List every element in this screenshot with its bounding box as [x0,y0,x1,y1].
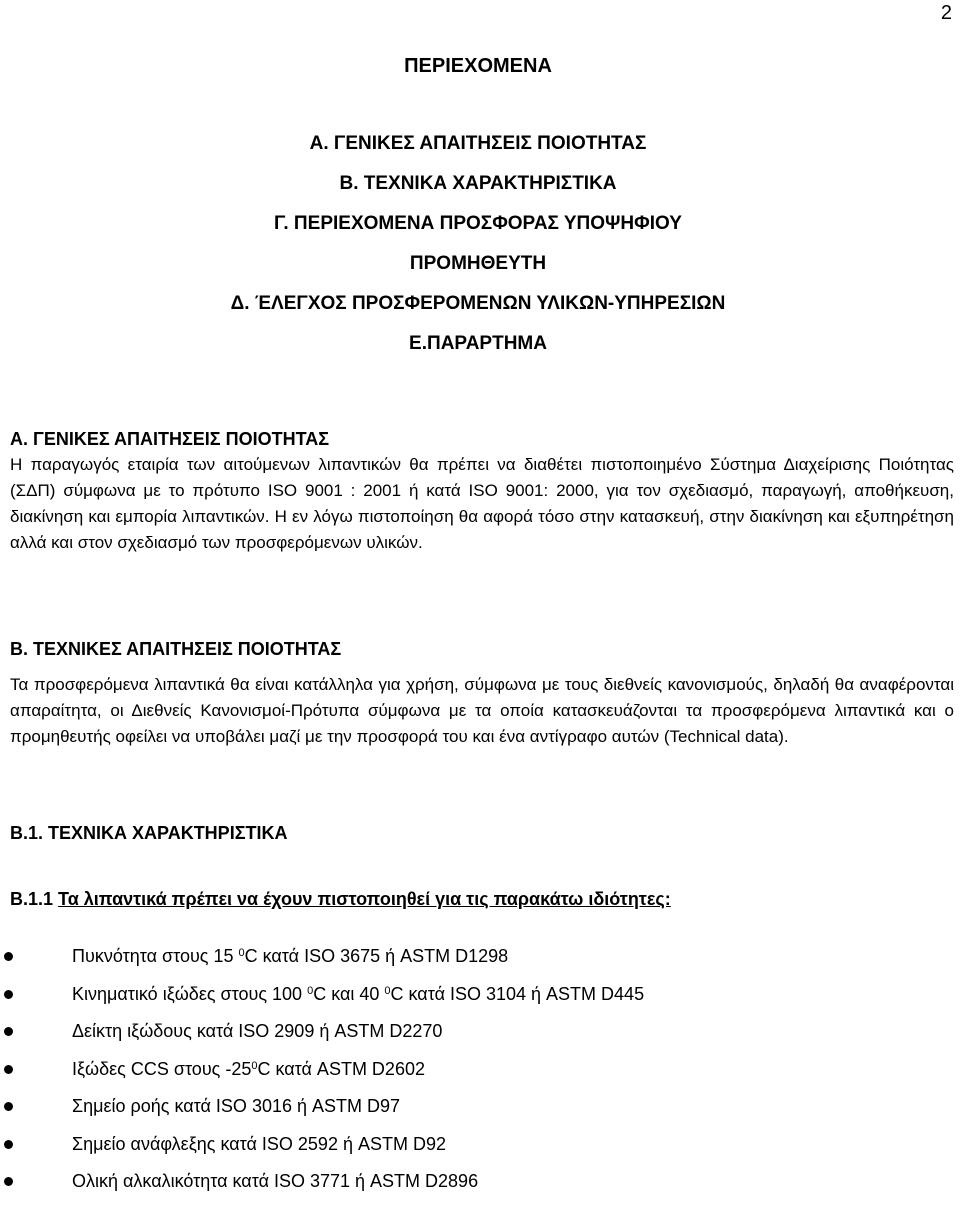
toc-item: Δ. ΈΛΕΓΧΟΣ ΠΡΟΣΦΕΡΟΜΕΝΩΝ ΥΛΙΚΩΝ-ΥΠΗΡΕΣΙΩΝ [230,293,726,314]
bullet-icon [4,1102,13,1111]
toc-item: ΠΡΟΜΗΘΕΥΤΗ [409,253,547,274]
toc-item: Ε.ΠΑΡΑΡΤΗΜΑ [409,333,547,354]
bullet-icon [4,990,13,999]
section-b11-title: Τα λιπαντικά πρέπει να έχουν πιστοποιηθεί για τις παρακάτω ιδιότητες: [58,889,671,909]
list-item: Σημείο ροής κατά ISO 3016 ή ASTM D97 [0,1093,940,1131]
section-a-heading: Α. ΓΕΝΙΚΕΣ ΑΠΑΙΤΗΣΕΙΣ ΠΟΙΟΤΗΤΑΣ [10,429,330,449]
section-b-text: Τα προσφερόμενα λιπαντικά θα είναι κατάλληλα για χρήση, σύμφωνα με τους διεθνείς κανονισμούς, δηλαδή θα αναφέρονται απαραίτητα, οι Διεθνείς Κανονισμοί-Πρότυπα σύμφωνα με τα οποία κατασκευάζονται τα προσφερόμενα λιπαντικά και ο προμηθευτής οφείλει να υποβάλει μαζί με την προσφορά του και ένα αντίγραφο αυτών (Technical data). [10,675,954,746]
section-b-heading: Β. ΤΕΧΝΙΚΕΣ ΑΠΑΙΤΗΣΕΙΣ ΠΟΙΟΤΗΤΑΣ [10,639,342,659]
bullet-icon [4,1065,13,1074]
section-b11 [10,886,954,912]
toc-item: Β. ΤΕΧΝΙΚΑ ΧΑΡΑΚΤΗΡΙΣΤΙΚΑ [339,173,617,194]
section-b1 [10,820,954,846]
list-item: Πυκνότητα στους 15 $^0$C κατά ISO 3675 ή ASTM D1298 [0,943,940,981]
bullet-icon [4,952,13,961]
properties-list [0,943,940,1206]
toc-item: Γ. ΠΕΡΙΕΧΟΜΕΝΑ ΠΡΟΣΦΟΡΑΣ ΥΠΟΨΗΦΙΟΥ [274,213,682,234]
section-b11-number: Β.1.1 [10,889,54,909]
bullet-icon [4,1140,13,1149]
section-a-text: Η παραγωγός εταιρία των αιτούμενων λιπαντικών θα πρέπει να διαθέτει πιστοποιημένο Σύστημα Διαχείρισης Ποιότητας (ΣΔΠ) σύμφωνα με το πρότυπο ISO 9001 : 2001 ή κατά ISO 9001: 2000, για τον σχεδιασμό, παραγωγή, αποθήκευση, διακίνηση και εμπορία λιπαντικών. Η εν λόγω πιστοποίηση θα αφορά τόσο στην κατασκευή, στην διακίνηση και εξυπηρέτηση αλλά και στον σχεδιασμό των προσφερόμενων υλικών. [10,455,954,552]
section-b1-heading: Β.1. ΤΕΧΝΙΚΑ ΧΑΡΑΚΤΗΡΙΣΤΙΚΑ [10,823,288,843]
page-number: 2 [940,2,952,24]
section-b [10,636,954,750]
list-item: Κινηματικό ιξώδες στους 100 $^0$C και 40 $^0$C κατά ISO 3104 ή ASTM D445 [0,981,940,1019]
bullet-icon [4,1177,13,1186]
list-item: Δείκτη ιξώδους κατά ISO 2909 ή ASTM D2270 [0,1018,940,1056]
section-b11-heading [10,886,954,912]
table-of-contents [0,133,956,373]
list-item: Σημείο ανάφλεξης κατά ISO 2592 ή ASTM D92 [0,1131,940,1169]
list-item: Ιξώδες CCS στους $-25^0C$ κατά ASTM D2602 [0,1056,940,1094]
bullet-icon [4,1027,13,1036]
list-item: Ολική αλκαλικότητα κατά ISO 3771 ή ASTM D2896 [0,1168,940,1206]
toc-title: ΠΕΡΙΕΧΟΜΕΝΑ [404,55,552,77]
section-a [10,426,954,556]
toc-item: Α. ΓΕΝΙΚΕΣ ΑΠΑΙΤΗΣΕΙΣ ΠΟΙΟΤΗΤΑΣ [309,133,647,154]
